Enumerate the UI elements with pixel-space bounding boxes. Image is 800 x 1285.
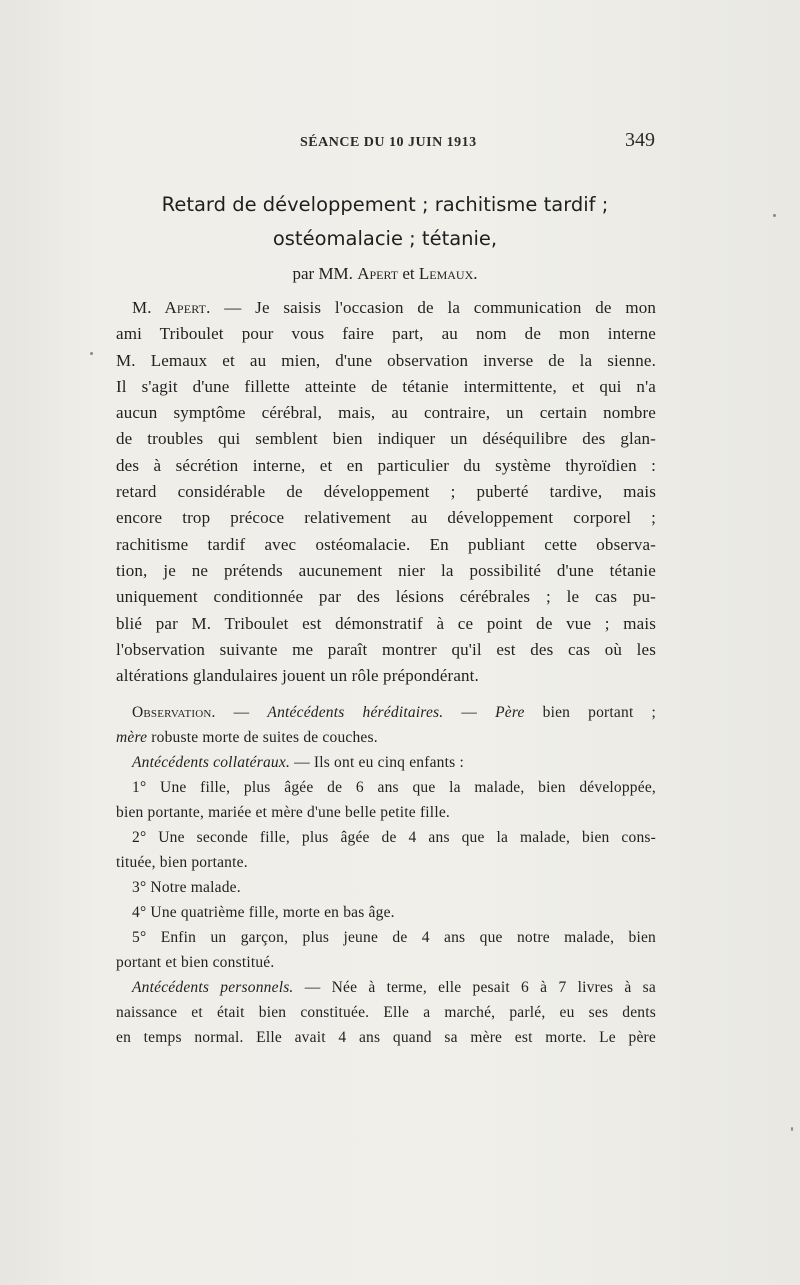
paragraph-line: ami Triboulet pour vous faire part, au nom de mon interne — [116, 324, 656, 344]
sibling-item: 1° Une fille, plus âgée de 6 ans que la malade, bien développée, — [132, 779, 656, 796]
observation-line: Observation. — Antécédents héréditaires. — Père bien portant ; — [132, 704, 656, 721]
paragraph-line: tion, je ne prétends aucunement nier la possibilité d'une tétanie — [116, 560, 656, 580]
paragraph-line: Il s'agit d'une fillette atteinte de tétanie intermittente, et qui n'a — [116, 376, 656, 396]
running-head — [115, 129, 655, 159]
hereditary-label: Antécédents héréditaires. — [267, 704, 444, 721]
observation-line: en temps normal. Elle avait 4 ans quand sa mère est morte. Le père — [116, 1029, 656, 1046]
article-title-line-1: Retard de développement ; rachitisme tardif ; — [161, 193, 609, 216]
observation-section — [116, 700, 656, 1050]
observation-line: naissance et était bien constituée. Elle a marché, parlé, eu ses dents — [116, 1004, 656, 1021]
paragraph-line: encore trop précoce relativement au développement corporel ; — [116, 508, 656, 528]
paper-speck — [791, 1127, 793, 1131]
paragraph-line: rachitisme tardif avec ostéomalacie. En publiant cette observa- — [116, 534, 656, 554]
observation-line: Antécédents collatéraux. — Ils ont eu cinq enfants : — [132, 754, 464, 771]
observation-line: mère robuste morte de suites de couches. — [116, 729, 378, 746]
byline-prefix: par MM. — [292, 264, 353, 283]
paper-speck — [773, 214, 776, 217]
paragraph-line: l'observation suivante me paraît montrer qu'il est des cas où les — [116, 639, 656, 659]
paragraph-line: M. Apert. — Je saisis l'occasion de la communication de mon — [132, 298, 656, 317]
paragraph-line: des à sécrétion interne, et en particulier du système thyroïdien : — [116, 455, 656, 475]
sibling-item: tituée, bien portante. — [116, 854, 248, 871]
paragraph-line: uniquement conditionnée par des lésions cérébrales ; le cas pu- — [116, 587, 656, 607]
mother-label: mère — [116, 729, 148, 746]
sibling-item: 2° Une seconde fille, plus âgée de 4 ans que la malade, bien cons- — [132, 829, 656, 846]
collateral-label: Antécédents collatéraux. — [132, 754, 291, 771]
paragraph-line: aucun symptôme cérébral, mais, au contraire, un certain nombre — [116, 403, 656, 423]
main-paragraph — [116, 295, 656, 689]
paragraph-line: retard considérable de développement ; puberté tardive, mais — [116, 482, 656, 502]
paragraph-line: de troubles qui semblent bien indiquer un déséquilibre des glan- — [116, 429, 656, 449]
page-number: 349 — [625, 129, 655, 151]
observation-label: Observation. — [132, 704, 216, 721]
sibling-item: 5° Enfin un garçon, plus jeune de 4 ans que notre malade, bien — [132, 929, 656, 946]
sibling-item: 3° Notre malade. — [132, 879, 241, 896]
observation-line: Antécédents personnels. — Née à terme, elle pesait 6 à 7 livres à sa — [132, 979, 656, 996]
sibling-item: bien portante, mariée et mère d'une belle petite fille. — [116, 804, 450, 821]
personal-label: Antécédents personnels. — [132, 979, 294, 996]
author-apert: Apert — [357, 264, 399, 283]
paragraph-line: altérations glandulaires jouent un rôle prépondérant. — [116, 666, 479, 686]
article-title-line-2: ostéomalacie ; tétanie, — [272, 227, 498, 250]
byline — [115, 264, 655, 284]
paper-speck — [90, 352, 93, 355]
sibling-item: portant et bien constitué. — [116, 954, 275, 971]
sibling-item: 4° Une quatrième fille, morte en bas âge. — [132, 904, 395, 921]
paragraph-line: M. Lemaux et au mien, d'une observation inverse de la sienne. — [116, 350, 656, 370]
author-lemaux: Lemaux. — [418, 264, 478, 283]
paragraph-line: blié par M. Triboulet est démonstratif à ce point de vue ; mais — [116, 613, 656, 633]
byline-and: et — [402, 264, 415, 283]
speaker-name: M. Apert. — [132, 298, 211, 317]
father-label: Père — [495, 704, 525, 721]
running-title: SÉANCE DU 10 JUIN 1913 — [300, 135, 477, 150]
